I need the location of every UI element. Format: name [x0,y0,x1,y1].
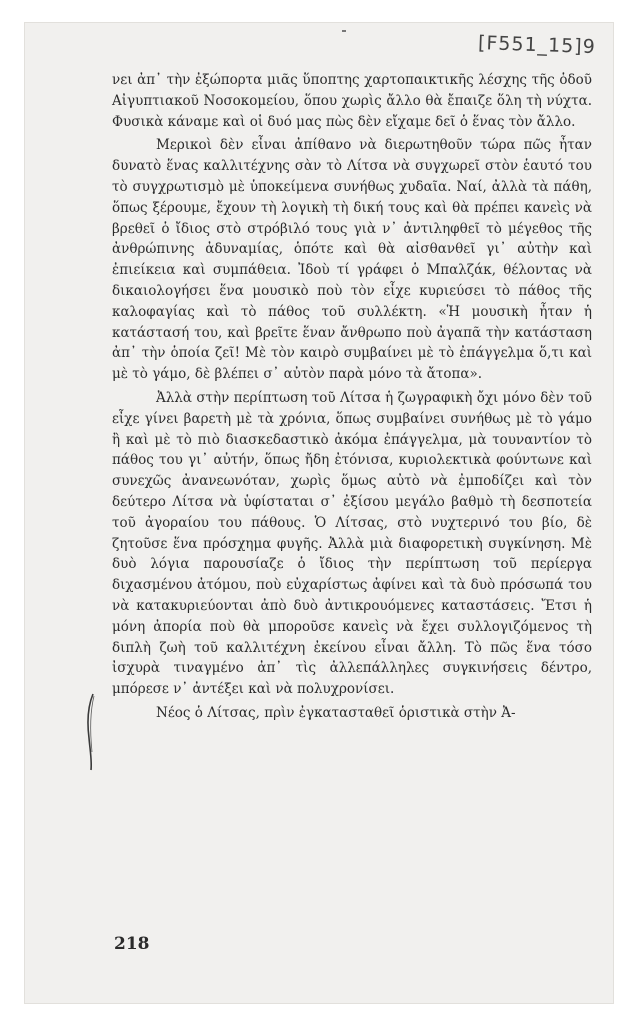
scanned-page [24,22,614,1004]
paragraph-2: Μερικοὶ δὲν εἶναι ἀπίθανο νὰ διερωτηθοῦν τώρα πῶς ἦταν δυνατὸ ἕνας καλλιτέχνης σὰν τὸ Λίτσα νὰ συγχωρεῖ στὸν ἑαυτό του τὸ συγχρωτισμὸ μὲ ὑποκείμενα συνήθως χυδαῖα. Ναί, ἀλλὰ τὰ πάθη, ὅπως ξέρουμε, ἔχουν τὴ λογικὴ τὴ δική τους καὶ θὰ πρέπει κανεὶς νὰ βρεθεῖ ὁ ἴδιος στὸ στρόβιλό τους γιὰ ν᾿ ἀντιληφθεῖ τὸ μέγεθος τῆς ἀνθρώπινης ἀδυναμίας, ὁπότε καὶ θὰ αἰσθανθεῖ γι᾿ αὐτὴν καὶ ἐπιείκεια καὶ συμπάθεια. Ἰδοὺ τί γράφει ὁ Μπαλζάκ, θέλοντας νὰ δικαιολογήσει ἕνα μουσικὸ ποὺ τὸν εἶχε κυριεύσει τὸ πάθος τῆς καλοφαγίας καὶ τὸ πάθος τοῦ συλλέκτη. «Ἡ μουσικὴ ἦταν ἡ κατάστασή του, καὶ βρεῖτε ἕναν ἄνθρωπο ποὺ ἀγαπᾶ τὴν κατάσταση ἀπ᾿ τὴν ὁποία ζεῖ! Μὲ τὸν καιρὸ συμβαίνει μὲ τὸ ἐπάγγελμα ὅ,τι καὶ μὲ τὸ γάμο, δὲ βλέπει σ᾿ αὐτὸν παρὰ μόνο τὰ ἄτοπα». [112,137,592,383]
margin-pen-mark-icon [84,692,98,772]
paragraph-4: Νέος ὁ Λίτσας, πρὶν ἐγκατασταθεῖ ὁριστικὰ στὴν Ἀ- [156,704,516,721]
body-text [112,70,592,724]
handwritten-annotation: [F551_15]9 [477,31,597,59]
scan-mark [342,30,346,32]
paragraph-1: νει ἀπ᾿ τὴν ἐξώπορτα μιᾶς ὕποπτης χαρτοπαικτικῆς λέσχης τῆς ὁδοῦ Αἰγυπτιακοῦ Νοσοκομείου, ὅπου χωρὶς ἄλλο θὰ ἔπαιζε ὅλη τὴ νύχτα. Φυσικὰ κάναμε καὶ οἱ δυό μας πὼς δὲν εἴχαμε δεῖ ὁ ἕνας τὸν ἄλλο. [112,72,592,130]
page-number: 218 [114,934,150,954]
paragraph-3: Ἀλλὰ στὴν περίπτωση τοῦ Λίτσα ἡ ζωγραφικὴ ὄχι μόνο δὲν τοῦ εἶχε γίνει βαρετὴ μὲ τὰ χρόνια, ὅπως συμβαίνει συνήθως μὲ τὸ γάμο ἢ καὶ μὲ τὸ πιὸ διασκεδαστικὸ ἀκόμα ἐπάγγελμα, μὰ τουναντίον τὸ πάθος του γι᾿ αὐτήν, ὅπως ἤδη ἐτόνισα, κυριολεκτικὰ φούντωνε καὶ συνεχῶς ἀνανεωνόταν, χωρὶς ὅμως αὐτὸ νὰ ἐμποδίζει καὶ τὸν δεύτερο Λίτσα νὰ ὑφίσταται σ᾿ ἐξίσου μεγάλο βαθμὸ τὴ δεσποτεία τοῦ ἀγοραίου του πάθους. Ὁ Λίτσας, στὸ νυχτερινό του βίο, δὲ ζητοῦσε ἕνα πρόσχημα φυγῆς. Ἀλλὰ μιὰ διαφορετικὴ συγκίνηση. Μὲ δυὸ λόγια παρουσίαζε ὁ ἴδιος τὴν περίπτωση τοῦ περίεργα διχασμένου ἀτόμου, ποὺ εὐχαρίστως ἀφίνει καὶ τὰ δυὸ πρόσωπά του νὰ κατακυριεύονται ἀπὸ δυὸ ἀντικρουόμενες καταστάσεις. Ἔτσι ἡ μόνη ἀπορία ποὺ θὰ μποροῦσε κανεὶς νὰ ἔχει συλλογιζόμενος τὴ διπλὴ ζωὴ τοῦ καλλιτέχνη ἐκείνου εἶναι ἄλλη. Τὸ πῶς ἕνα τόσο ἰσχυρὰ τιναγμένο ἀπ᾿ τὶς ἀλλεπάλληλες συγκινήσεις δέντρο, μπόρεσε ν᾿ ἀντέξει καὶ νὰ πολυχρονίσει. [112,389,592,698]
